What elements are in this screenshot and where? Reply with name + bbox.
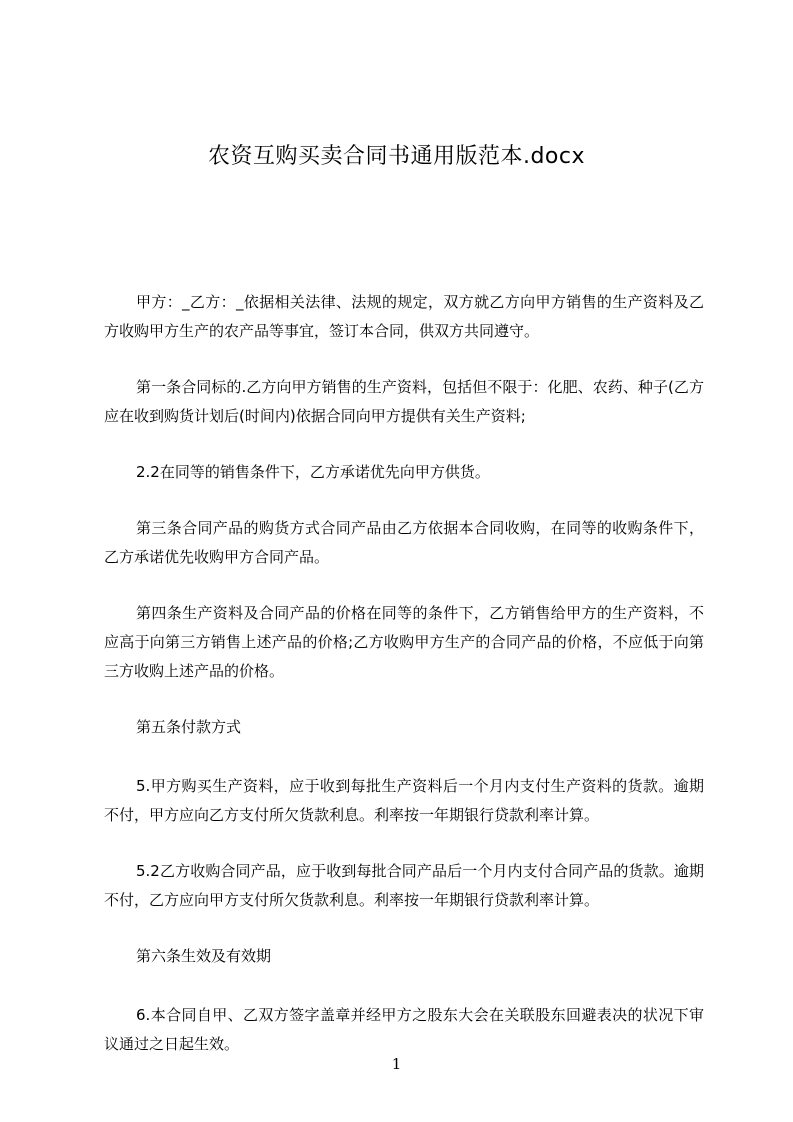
paragraph-article-4: 第四条生产资料及合同产品的价格在同等的条件下，乙方销售给甲方的生产资料，不应高于向第三方销售上述产品的价格;乙方收购甲方生产的合同产品的价格，不应低于向第三方收购上述产品的价格。 bbox=[104, 604, 704, 680]
document-title: 农资互购买卖合同书通用版范本.docx bbox=[207, 144, 586, 169]
paragraph-clause-2-2: 2.2在同等的销售条件下，乙方承诺优先向甲方供货。 bbox=[136, 463, 490, 481]
paragraph-clause-5-1: 5.甲方购买生产资料，应于收到每批生产资料后一个月内支付生产资料的货款。逾期不付，甲方应向乙方支付所欠货款利息。利率按一年期银行贷款利率计算。 bbox=[104, 777, 704, 824]
document-body bbox=[104, 288, 704, 1086]
paragraph-article-3: 第三条合同产品的购货方式合同产品由乙方依据本合同收购，在同等的收购条件下，乙方承诺优先收购甲方合同产品。 bbox=[104, 519, 704, 566]
paragraph-clause-5-2: 5.2乙方收购合同产品，应于收到每批合同产品后一个月内支付合同产品的货款。逾期不付，乙方应向甲方支付所欠货款利息。利率按一年期银行贷款利率计算。 bbox=[104, 862, 704, 909]
paragraph-article-6-heading: 第六条生效及有效期 bbox=[136, 947, 272, 965]
paragraph-article-5-heading: 第五条付款方式 bbox=[136, 718, 242, 736]
paragraph-clause-6-1: 6.本合同自甲、乙双方签字盖章并经甲方之股东大会在关联股东回避表决的状况下审议通过之日起生效。 bbox=[104, 1006, 704, 1053]
paragraph-parties: 甲方：_乙方：_依据相关法律、法规的规定，双方就乙方向甲方销售的生产资料及乙方收购甲方生产的农产品等事宜，签订本合同，供双方共同遵守。 bbox=[104, 293, 704, 340]
page-number: 1 bbox=[391, 1055, 402, 1073]
paragraph-article-1: 第一条合同标的.乙方向甲方销售的生产资料，包括但不限于：化肥、农药、种子(乙方应在收到购货计划后(时间内)依据合同向甲方提供有关生产资料; bbox=[104, 378, 704, 425]
